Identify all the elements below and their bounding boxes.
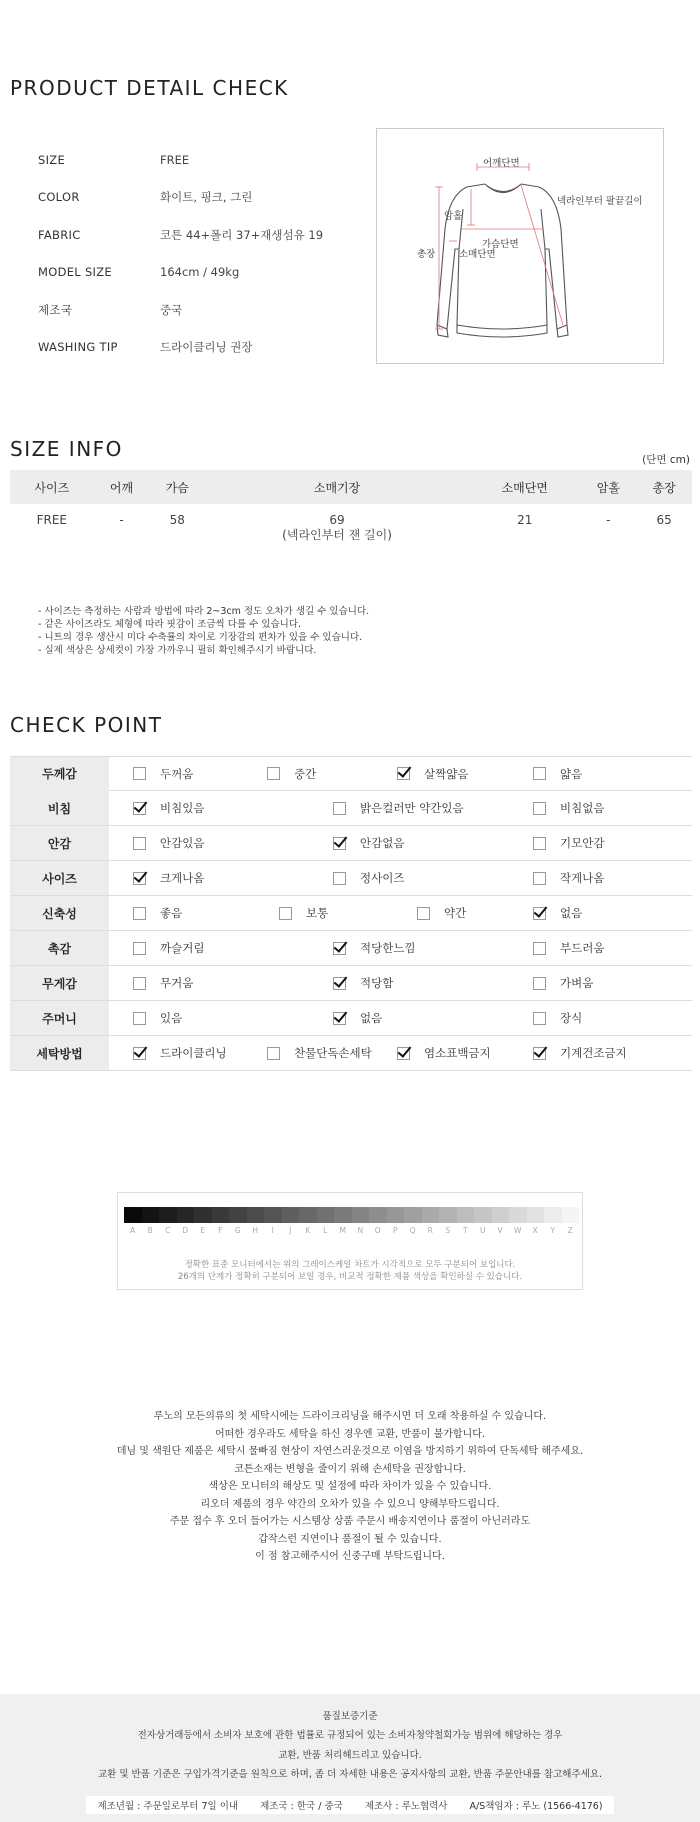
check-row-label: 세탁방법	[10, 1036, 109, 1070]
spec-label: SIZE	[38, 152, 66, 167]
grayscale-letter: O	[374, 1226, 381, 1235]
header-cell: 암홀	[580, 470, 636, 504]
header-cell: 사이즈	[10, 470, 94, 504]
notice-line: 데님 및 색원단 제품은 세탁시 물빠짐 현상이 자연스러운것으로 이염을 방지하기 위하여 단독세탁 해주세요.	[116, 1446, 584, 1457]
care-notice	[0, 1408, 700, 1566]
grayscale-swatch	[247, 1207, 265, 1223]
grayscale-swatch	[177, 1207, 195, 1223]
armhole-label: 암홀	[444, 211, 463, 222]
check-point-table	[10, 756, 692, 1071]
check-row-label: 주머니	[10, 1001, 109, 1035]
spec-row	[38, 179, 378, 217]
check-option	[533, 861, 604, 895]
grayscale-swatch	[282, 1207, 300, 1223]
grayscale-swatch	[142, 1207, 160, 1223]
sleeve-width-label: 소매단면	[459, 249, 496, 260]
check-row	[10, 861, 692, 896]
check-row-label: 두께감	[10, 757, 109, 791]
check-row	[10, 966, 692, 1001]
check-option-label: 드라이클리닝	[160, 1046, 227, 1060]
sleeve-length-value: 69	[329, 513, 345, 527]
check-option	[333, 1001, 382, 1035]
checked-checkbox-icon	[133, 1047, 146, 1060]
check-row	[10, 1001, 692, 1036]
header-cell: 어깨	[94, 470, 150, 504]
header-cell: 소매단면	[469, 470, 581, 504]
size-cell: FREE	[36, 513, 68, 527]
checkbox-icon	[533, 767, 546, 780]
check-options	[109, 966, 692, 1000]
spec-row	[38, 254, 378, 292]
check-option-label: 있음	[160, 1011, 183, 1025]
check-option	[533, 757, 582, 791]
checkbox-icon	[533, 1012, 546, 1025]
check-option	[133, 896, 182, 930]
spec-value: 화이트, 핑크, 그린	[160, 190, 253, 205]
check-row	[10, 896, 692, 931]
check-option	[333, 931, 416, 965]
check-row	[10, 791, 692, 826]
spec-value: FREE	[160, 152, 190, 167]
note-line: - 같은 사이즈라도 체형에 따라 핏감이 조금씩 다를 수 있습니다.	[38, 619, 302, 630]
check-option-label: 살짝얇음	[424, 766, 469, 781]
note-line: - 니트의 경우 생산시 미다 수축률의 차이로 기장감의 편차가 있을 수 있습니다.	[38, 632, 363, 643]
size-info-title: SIZE INFO	[10, 437, 123, 461]
check-option-label: 안감있음	[160, 836, 205, 850]
check-options	[109, 931, 692, 965]
grayscale-letter: M	[339, 1226, 346, 1235]
grayscale-letter: P	[392, 1226, 398, 1235]
grayscale-swatch	[492, 1207, 510, 1223]
checked-checkbox-icon	[333, 977, 346, 990]
notice-line: 리오더 제품의 경우 약간의 오차가 있을 수 있으니 양해부탁드립니다.	[200, 1498, 500, 1510]
neck-sleeve-label: 넥라인부터 팔끝길이	[557, 196, 643, 207]
grayscale-swatch	[124, 1207, 142, 1223]
grayscale-letter: X	[532, 1226, 538, 1235]
check-option-label: 없음	[360, 1011, 383, 1025]
spec-label: 제조국	[38, 302, 73, 317]
check-row-label: 촉감	[10, 931, 109, 965]
grayscale-note	[118, 1259, 582, 1283]
check-row-label: 안감	[10, 826, 109, 860]
grayscale-swatch	[422, 1207, 440, 1223]
grayscale-letter: E	[200, 1226, 206, 1235]
check-options	[109, 1036, 692, 1070]
note-line: - 실제 색상은 상세컷이 가장 가까우니 필히 확인해주시기 바랍니다.	[38, 645, 317, 656]
grayscale-swatch	[439, 1207, 457, 1223]
checkbox-icon	[133, 837, 146, 850]
grayscale-letter: S	[445, 1226, 451, 1235]
check-option-label: 작게나옴	[560, 871, 605, 885]
checkbox-icon	[267, 1047, 280, 1060]
checkbox-icon	[533, 942, 546, 955]
product-detail-title: PRODUCT DETAIL CHECK	[10, 76, 289, 100]
grayscale-swatch	[509, 1207, 527, 1223]
check-option	[333, 791, 464, 825]
spec-label: COLOR	[38, 190, 80, 205]
grayscale-swatch	[299, 1207, 317, 1223]
check-options	[109, 791, 692, 825]
checked-checkbox-icon	[133, 802, 146, 815]
grayscale-letter: B	[147, 1226, 153, 1235]
checkbox-icon	[133, 767, 146, 780]
check-option	[533, 1036, 627, 1070]
spec-label: MODEL SIZE	[38, 265, 112, 280]
checkbox-icon	[133, 1012, 146, 1025]
notice-line: 코튼소재는 변형을 줄이기 위해 손세탁을 권장합니다.	[234, 1463, 466, 1475]
grayscale-chart	[117, 1192, 583, 1290]
check-option-label: 찬물단독손세탁	[294, 1046, 372, 1060]
total-length-label: 총장	[417, 249, 436, 260]
check-options	[109, 861, 692, 895]
spec-row	[38, 329, 378, 367]
check-option-label: 크게나옴	[160, 871, 205, 885]
check-option-label: 두꺼움	[160, 766, 194, 781]
footer-line: 교환, 반품 처리해드리고 있습니다.	[278, 1749, 422, 1761]
check-option	[533, 931, 604, 965]
checkbox-icon	[417, 907, 430, 920]
footer-line: 교환 및 반품 기준은 구입가격기준을 원칙으로 하며, 좀 더 자세한 내용은 공지사항의 교환, 반품 주문안내를 참고해주세요.	[97, 1769, 603, 1780]
check-point-title: CHECK POINT	[10, 713, 163, 737]
sleeve-length-cell	[205, 504, 469, 548]
grayscale-letter: Q	[409, 1226, 416, 1235]
checkbox-icon	[333, 872, 346, 885]
grayscale-letter: W	[514, 1226, 522, 1235]
check-option	[133, 791, 204, 825]
grayscale-letters	[124, 1226, 579, 1235]
grayscale-swatch	[404, 1207, 422, 1223]
check-row	[10, 826, 692, 861]
check-option	[333, 966, 393, 1000]
manufacturer: 제조사 : 루노협력사	[364, 1801, 448, 1812]
check-option	[133, 826, 204, 860]
grayscale-swatch	[544, 1207, 562, 1223]
grayscale-letter: F	[218, 1226, 223, 1235]
check-option-label: 적당함	[360, 976, 394, 990]
spec-label: WASHING TIP	[38, 340, 118, 355]
checkbox-icon	[279, 907, 292, 920]
size-notes	[38, 605, 369, 657]
grayscale-letter: U	[480, 1226, 486, 1235]
sleeve-width-cell: 21	[517, 513, 533, 527]
shoulder-cell: -	[119, 513, 124, 527]
spec-value: 중국	[160, 302, 183, 317]
grayscale-swatch	[387, 1207, 405, 1223]
check-options	[109, 1001, 692, 1035]
grayscale-swatch	[457, 1207, 475, 1223]
checked-checkbox-icon	[333, 1012, 346, 1025]
checkbox-icon	[533, 977, 546, 990]
check-option	[133, 931, 204, 965]
check-option-label: 얇음	[560, 766, 583, 781]
check-options	[109, 896, 692, 930]
grayscale-letter: H	[252, 1226, 259, 1235]
grayscale-swatch	[159, 1207, 177, 1223]
grayscale-swatch	[474, 1207, 492, 1223]
header-cell: 가슴	[149, 470, 205, 504]
grayscale-swatch	[369, 1207, 387, 1223]
check-option-label: 보통	[306, 906, 329, 920]
notice-line: 루노의 모든의류의 첫 세탁시에는 드라이크리닝을 해주시면 더 오래 착용하실 수 있습니다.	[153, 1411, 547, 1422]
grayscale-letter: N	[357, 1226, 364, 1235]
notice-line: 색상은 모니터의 해상도 및 설정에 따라 차이가 있을 수 있습니다.	[208, 1481, 492, 1492]
checkbox-icon	[533, 802, 546, 815]
sleeve-length-note: (넥라인부터 잰 길이)	[282, 528, 392, 542]
grayscale-letter: Y	[550, 1226, 556, 1235]
check-option	[267, 757, 316, 791]
grayscale-swatch	[212, 1207, 230, 1223]
check-option-label: 적당한느낌	[360, 941, 416, 955]
footer-line: 전자상거래등에서 소비자 보호에 관한 법률로 규정되어 있는 소비자청약철회가능 범위에 해당하는 경우	[137, 1730, 563, 1741]
armhole-cell: -	[606, 513, 611, 527]
check-option-label: 무거움	[160, 976, 194, 990]
spec-row	[38, 141, 378, 179]
checkbox-icon	[133, 977, 146, 990]
check-row-label: 신축성	[10, 896, 109, 930]
grayscale-swatch	[194, 1207, 212, 1223]
spec-value: 164cm / 49kg	[160, 265, 240, 280]
check-row	[10, 756, 692, 791]
size-table-header	[10, 470, 692, 504]
check-row-label: 사이즈	[10, 861, 109, 895]
check-option	[133, 966, 193, 1000]
checked-checkbox-icon	[333, 942, 346, 955]
grayscale-swatch	[562, 1207, 580, 1223]
chest-cell: 58	[169, 513, 185, 527]
check-options	[109, 826, 692, 860]
grayscale-swatch	[352, 1207, 370, 1223]
grayscale-letter: G	[234, 1226, 241, 1235]
check-option	[533, 826, 604, 860]
check-option	[533, 966, 593, 1000]
shoulder-label: 어깨단면	[483, 158, 520, 169]
spec-row	[38, 291, 378, 329]
grayscale-letter: J	[289, 1226, 292, 1235]
checked-checkbox-icon	[333, 837, 346, 850]
total-length-cell: 65	[656, 513, 672, 527]
notice-line: 갑작스런 지연이나 품절이 될 수 있습니다.	[258, 1533, 442, 1545]
notice-line: 이 점 참고해주시어 신중구매 부탁드립니다.	[255, 1551, 445, 1562]
grayscale-swatch	[317, 1207, 335, 1223]
check-option	[417, 896, 466, 930]
check-row	[10, 1036, 692, 1071]
table-row	[10, 504, 692, 548]
footer-title: 품질보증기준	[322, 1711, 378, 1722]
check-options	[109, 757, 692, 791]
grayscale-note-line: 26개의 단계가 정확히 구분되어 보일 경우, 비교적 정확한 제품 색상을 확인하실 수 있습니다.	[177, 1272, 523, 1282]
garment-measurement-illustration	[376, 128, 664, 364]
check-option-label: 중간	[294, 766, 317, 781]
spec-value: 드라이클리닝 권장	[160, 340, 253, 355]
check-option	[267, 1036, 372, 1070]
check-option-label: 염소표백금지	[424, 1046, 491, 1060]
check-row	[10, 931, 692, 966]
grayscale-letter: T	[462, 1226, 468, 1235]
checkbox-icon	[133, 942, 146, 955]
checked-checkbox-icon	[533, 1047, 546, 1060]
checkbox-icon	[533, 872, 546, 885]
grayscale-letter: D	[182, 1226, 189, 1235]
check-option	[397, 757, 468, 791]
unit-label: (단면 cm)	[642, 454, 690, 466]
check-option-label: 비침있음	[160, 801, 205, 815]
grayscale-letter: K	[305, 1226, 311, 1235]
spec-list	[38, 141, 378, 366]
check-option-label: 정사이즈	[360, 871, 405, 885]
grayscale-letter: V	[497, 1226, 503, 1235]
check-option-label: 까슬거림	[160, 941, 205, 955]
check-row-label: 무게감	[10, 966, 109, 1000]
checkbox-icon	[133, 907, 146, 920]
chest-label: 가슴단면	[482, 239, 519, 250]
check-option-label: 좋음	[160, 906, 183, 920]
check-option	[133, 757, 193, 791]
check-option	[333, 861, 404, 895]
spec-label: FABRIC	[38, 227, 81, 242]
grayscale-note-line: 정확한 표준 모니터에서는 위의 그레이스케일 차트가 시각적으로 모두 구분되어 보입니다.	[184, 1260, 516, 1270]
check-option-label: 밝은컬러만 약간있음	[360, 801, 464, 815]
check-row-label: 비침	[10, 791, 109, 825]
notice-line: 주문 접수 후 오더 들어가는 시스템상 상품 주문시 배송지연이나 품절이 아닌러라도	[169, 1516, 531, 1527]
grayscale-swatch	[527, 1207, 545, 1223]
grayscale-swatches	[124, 1207, 579, 1223]
check-option-label: 가벼움	[560, 976, 594, 990]
grayscale-swatch	[264, 1207, 282, 1223]
check-option-label: 비침없음	[560, 801, 605, 815]
check-option-label: 기계건조금지	[560, 1046, 627, 1060]
footer-text	[0, 1726, 700, 1785]
as-contact: A/S책임자 : 루노 (1566-4176)	[469, 1801, 603, 1812]
grayscale-letter: R	[427, 1226, 433, 1235]
size-table	[10, 470, 692, 548]
check-option	[333, 826, 404, 860]
checkbox-icon	[533, 837, 546, 850]
grayscale-letter: Z	[567, 1226, 573, 1235]
check-option-label: 장식	[560, 1011, 583, 1025]
check-option-label: 없음	[560, 906, 583, 920]
grayscale-letter: A	[130, 1226, 136, 1235]
note-line: - 사이즈는 측정하는 사람과 방법에 따라 2~3cm 정도 오차가 생길 수 있습니다.	[38, 606, 370, 617]
notice-line: 어떠한 경우라도 세탁을 하신 경우엔 교환, 반품이 불가합니다.	[214, 1428, 486, 1440]
spec-value: 코튼 44+폴리 37+재생섬유 19	[160, 227, 324, 242]
check-option	[533, 896, 582, 930]
check-option	[133, 1001, 182, 1035]
check-option	[133, 861, 204, 895]
checkbox-icon	[333, 802, 346, 815]
check-option	[397, 1036, 491, 1070]
quality-guarantee-footer	[0, 1694, 700, 1822]
checked-checkbox-icon	[397, 1047, 410, 1060]
checkbox-icon	[267, 767, 280, 780]
manufacture-country: 제조국 : 한국 / 중국	[260, 1801, 343, 1812]
checked-checkbox-icon	[397, 767, 410, 780]
check-option	[533, 1001, 582, 1035]
grayscale-swatch	[334, 1207, 352, 1223]
checked-checkbox-icon	[133, 872, 146, 885]
manufacturer-info-bar	[86, 1796, 614, 1814]
grayscale-letter: C	[165, 1226, 171, 1235]
grayscale-letter: L	[323, 1226, 328, 1235]
grayscale-letter: I	[271, 1226, 274, 1235]
grayscale-swatch	[229, 1207, 247, 1223]
check-option-label: 부드러움	[560, 941, 605, 955]
header-cell: 총장	[636, 470, 692, 504]
check-option-label: 기모안감	[560, 836, 605, 850]
header-cell: 소매기장	[205, 470, 469, 504]
checked-checkbox-icon	[533, 907, 546, 920]
check-option	[279, 896, 328, 930]
check-option	[133, 1036, 227, 1070]
manufacture-date: 제조년월 : 주문일로부터 7일 이내	[97, 1801, 239, 1812]
check-option	[533, 791, 604, 825]
spec-row	[38, 216, 378, 254]
check-option-label: 약간	[444, 906, 467, 920]
check-option-label: 안감없음	[360, 836, 405, 850]
